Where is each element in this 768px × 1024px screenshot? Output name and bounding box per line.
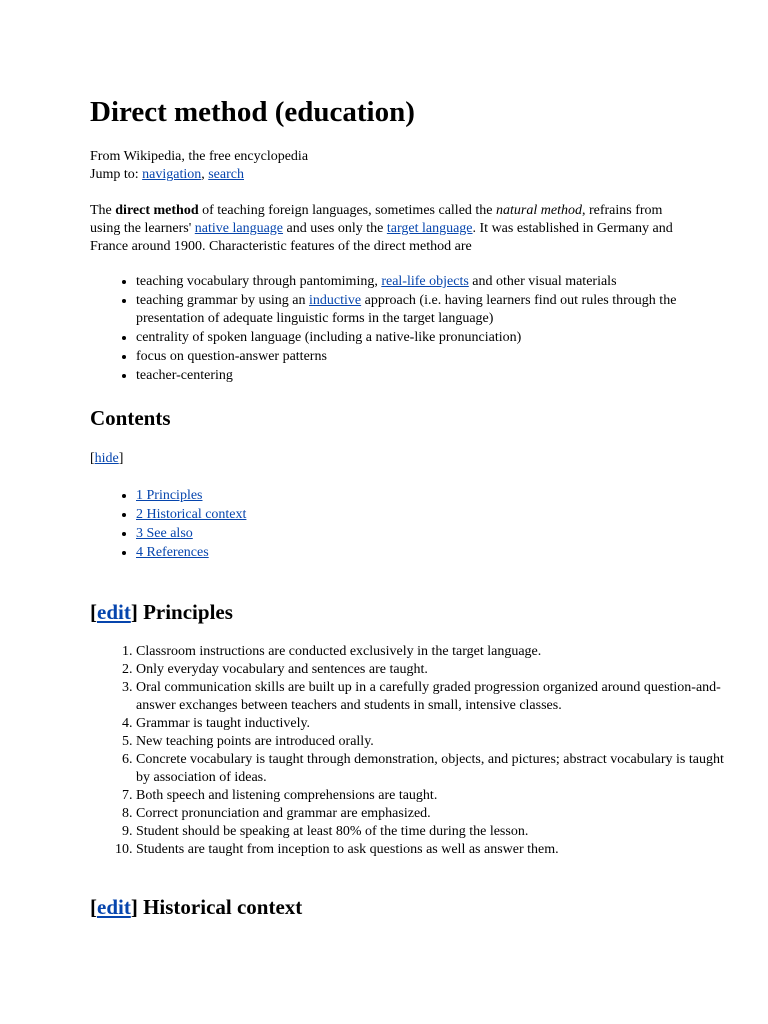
list-item — [136, 273, 726, 291]
section-heading-historical-context — [90, 894, 302, 920]
list-item: 6. Concrete vocabulary is taught through demonstration, objects, and pictures; abstract vocabulary is taught by association of ideas. — [136, 751, 726, 787]
list-item: 2. Only everyday vocabulary and sentences are taught. — [136, 661, 726, 679]
jump-to-label: Jump to: — [90, 167, 143, 182]
list-item-text: teaching grammar by using an — [136, 293, 310, 308]
list-item-text: and other visual materials — [468, 274, 617, 289]
toc-item — [136, 487, 246, 505]
intro-italic-term: natural method — [496, 203, 582, 218]
list-item: 3. Oral communication skills are built up in a carefully graded progression organized around question-and-answer exchanges between teachers and students in small, intensive classes. — [136, 679, 726, 715]
list-item: • teacher-centering — [136, 367, 726, 385]
list-item — [136, 292, 726, 328]
bracket: [ — [90, 895, 97, 919]
section-title: Principles — [137, 600, 233, 624]
intro-text: of teaching foreign languages, sometimes called the — [198, 203, 497, 218]
toc-hide-link[interactable]: hide — [94, 451, 119, 466]
jump-search-link[interactable]: search — [208, 167, 244, 182]
target-language-link[interactable]: target language — [386, 221, 473, 236]
bracket: [ — [90, 600, 97, 624]
edit-historical-context-link[interactable]: edit — [97, 895, 131, 919]
intro-bold-term: direct method — [115, 203, 199, 218]
list-item: 7. Both speech and listening comprehensions are taught. — [136, 787, 726, 805]
list-item: 10. Students are taught from inception to ask questions as well as answer them. — [136, 841, 726, 859]
toc-item — [136, 544, 246, 562]
intro-text: and uses only the — [283, 221, 387, 236]
bracket: ] — [118, 451, 124, 466]
jump-separator: , — [201, 167, 209, 182]
toc-item — [136, 525, 246, 543]
article-subtitle — [90, 148, 308, 184]
toc-toggle — [90, 450, 123, 468]
toc-link-references[interactable]: 4 References — [136, 545, 209, 560]
native-language-link[interactable]: native language — [194, 221, 284, 236]
edit-principles-link[interactable]: edit — [97, 600, 131, 624]
list-item: 5. New teaching points are introduced orally. — [136, 733, 726, 751]
intro-paragraph — [90, 202, 680, 256]
bracket: [ — [90, 451, 95, 466]
toc-link-principles[interactable]: 1 Principles — [136, 488, 203, 503]
toc-item — [136, 506, 246, 524]
list-item: 8. Correct pronunciation and grammar are emphasized. — [136, 805, 726, 823]
principles-list — [90, 643, 726, 859]
intro-text: . It was established in Germany and France around 1900. Characteristic features of the direct method are — [90, 221, 673, 254]
section-title: Historical context — [137, 895, 303, 919]
from-line: From Wikipedia, the free encyclopedia — [90, 149, 309, 164]
jump-to-line — [90, 166, 308, 184]
real-life-objects-link[interactable]: real-life objects — [381, 274, 469, 289]
list-item: • focus on question-answer patterns — [136, 348, 726, 366]
bracket: ] — [130, 895, 138, 919]
toc-list — [90, 487, 246, 563]
list-item: • centrality of spoken language (including a native-like pronunciation) — [136, 329, 726, 347]
intro-text: The — [90, 203, 116, 218]
list-item-text: approach (i.e. having learners find out rules through the presentation of adequate linguistic forms in the target language) — [136, 293, 677, 326]
features-list — [90, 273, 726, 386]
jump-navigation-link[interactable]: navigation — [142, 167, 202, 182]
contents-heading: Contents — [90, 406, 171, 430]
inductive-link[interactable]: inductive — [309, 293, 362, 308]
list-item: 9. Student should be speaking at least 80% of the time during the lesson. — [136, 823, 726, 841]
toc-link-see-also[interactable]: 3 See also — [136, 526, 193, 541]
list-item: 4. Grammar is taught inductively. — [136, 715, 726, 733]
bracket: ] — [130, 600, 138, 624]
page-title: Direct method (education) — [90, 96, 415, 128]
section-heading-principles — [90, 599, 233, 625]
toc-link-historical-context[interactable]: 2 Historical context — [136, 507, 247, 522]
list-item: 1. Classroom instructions are conducted exclusively in the target language. — [136, 643, 726, 661]
list-item-text: teaching vocabulary through pantomiming, — [136, 274, 382, 289]
intro-text: , refrains from using the learners' — [90, 203, 663, 236]
